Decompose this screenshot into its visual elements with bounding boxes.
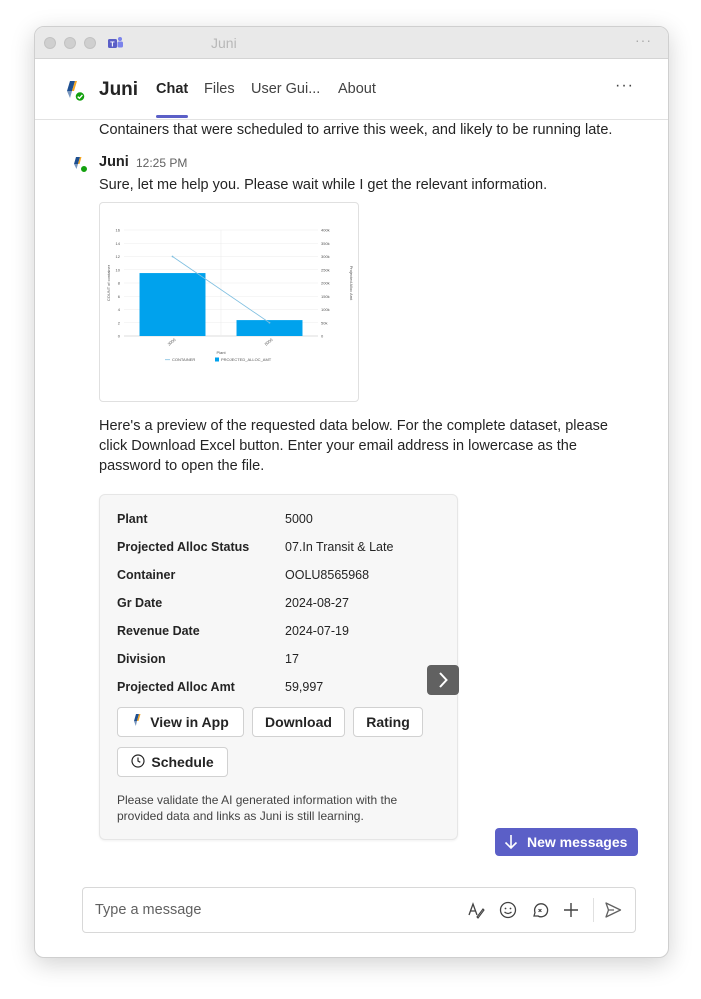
field-value-alloc-amt: 59,997 <box>285 680 324 694</box>
format-text-icon[interactable] <box>467 901 485 919</box>
download-button[interactable]: Download <box>252 707 345 737</box>
y2-tick-label: 0 <box>321 333 324 339</box>
tab-chat[interactable]: Chat <box>156 81 189 97</box>
x-tick-label: 3000 <box>166 337 177 347</box>
juni-app-avatar[interactable] <box>63 79 87 103</box>
y-tick-label: 16 <box>115 227 120 233</box>
more-options-icon[interactable]: ··· <box>615 77 634 94</box>
message-sender: Juni <box>99 154 129 170</box>
y2-tick-label: 200k <box>321 280 330 286</box>
legend-swatch-bar <box>215 358 219 362</box>
x-tick-label: 5000 <box>263 337 274 347</box>
x-axis-title: Plant <box>216 350 226 355</box>
tab-user-guide[interactable]: User Gui... <box>251 81 321 97</box>
close-window-button[interactable] <box>44 37 56 49</box>
preview-text-line-1: Here's a preview of the requested data below. For the complete dataset, please <box>99 418 608 434</box>
teams-logo-icon <box>108 36 124 50</box>
y-tick-label: 14 <box>115 240 120 246</box>
y2-tick-label: 400k <box>321 227 330 233</box>
app-window <box>34 26 669 958</box>
field-label-plant: Plant <box>117 512 148 526</box>
svg-text:T: T <box>110 41 115 49</box>
previous-message-text: Containers that were scheduled to arrive this week, and likely to be running late. <box>99 122 613 138</box>
field-label-division: Division <box>117 652 166 666</box>
field-value-division: 17 <box>285 652 299 666</box>
line-point <box>269 322 271 324</box>
schedule-label: Schedule <box>151 754 214 770</box>
y-tick-label: 2 <box>117 320 120 326</box>
y2-tick-label: 300k <box>321 254 330 259</box>
preview-text-line-3: password to open the file. <box>99 458 265 474</box>
tab-files[interactable]: Files <box>204 81 235 97</box>
title-bar <box>35 27 668 59</box>
send-icon[interactable] <box>604 901 622 919</box>
zoom-window-button[interactable] <box>84 37 96 49</box>
carousel-next-button[interactable] <box>427 665 459 695</box>
message-timestamp: 12:25 PM <box>136 156 188 170</box>
field-label-status: Projected Alloc Status <box>117 540 250 554</box>
field-value-plant: 5000 <box>285 512 313 526</box>
y2-tick-label: 250k <box>321 267 330 273</box>
chevron-right-icon <box>427 665 459 695</box>
minimize-window-button[interactable] <box>64 37 76 49</box>
y2-tick-label: 150k <box>321 293 330 299</box>
composer-divider <box>593 898 594 922</box>
window-title: Juni <box>211 35 237 51</box>
message-input[interactable] <box>95 900 435 920</box>
legend-label: CONTAINER <box>172 357 196 362</box>
add-icon[interactable] <box>562 901 580 919</box>
bot-avatar <box>71 156 89 174</box>
chart-attachment[interactable] <box>99 202 359 402</box>
y-tick-label: 0 <box>117 333 120 339</box>
y2-tick-label: 350k <box>321 240 330 246</box>
line-point <box>172 256 174 258</box>
combo-chart <box>100 203 358 401</box>
field-value-status: 07.In Transit & Late <box>285 540 394 554</box>
y-tick-label: 12 <box>115 254 120 259</box>
tab-about[interactable]: About <box>338 81 376 97</box>
arrow-down-icon <box>503 834 519 853</box>
legend-label: PROJECTED_ALLOC_AMT <box>221 357 272 362</box>
field-value-container: OOLU8565968 <box>285 568 370 582</box>
field-label-gr-date: Gr Date <box>117 596 163 610</box>
y-axis-title: COUNT of container <box>106 264 111 302</box>
view-in-app-button[interactable] <box>117 707 244 737</box>
y2-axis-title: Projected Alloc Amt <box>349 265 354 301</box>
field-label-revenue-date: Revenue Date <box>117 624 200 638</box>
app-header <box>35 59 668 120</box>
chat-pane <box>35 120 668 880</box>
new-messages-button[interactable] <box>495 828 638 856</box>
active-tab-indicator <box>156 115 188 118</box>
rating-button[interactable]: Rating <box>353 707 423 737</box>
preview-text-line-2: click Download Excel button. Enter your email address in lowercase as the <box>99 438 577 454</box>
message-composer <box>82 887 636 933</box>
schedule-button[interactable] <box>117 747 228 777</box>
y2-tick-label: 100k <box>321 307 330 312</box>
y-tick-label: 4 <box>117 307 120 312</box>
clock-icon <box>131 749 145 777</box>
field-value-gr-date: 2024-08-27 <box>285 596 349 610</box>
result-card <box>99 494 458 840</box>
bar <box>140 273 206 336</box>
y2-tick-label: 50k <box>321 320 328 326</box>
field-label-container: Container <box>117 568 176 582</box>
y-tick-label: 10 <box>115 267 120 273</box>
new-messages-label: New messages <box>527 834 628 850</box>
bot-message-text: Sure, let me help you. Please wait while I get the relevant information. <box>99 177 548 193</box>
field-value-revenue-date: 2024-07-19 <box>285 624 349 638</box>
y-tick-label: 8 <box>117 280 120 286</box>
field-label-alloc-amt: Projected Alloc Amt <box>117 680 235 694</box>
ai-disclaimer: Please validate the AI generated information with the provided data and links as Juni is still learning. <box>117 793 398 823</box>
y-tick-label: 6 <box>117 293 120 299</box>
loop-compose-icon[interactable] <box>531 901 549 919</box>
emoji-icon[interactable] <box>499 901 517 919</box>
view-in-app-label: View in App <box>150 714 229 730</box>
window-more-icon[interactable]: ··· <box>635 32 652 48</box>
app-name: Juni <box>99 79 139 100</box>
juni-logo-icon <box>132 709 144 737</box>
